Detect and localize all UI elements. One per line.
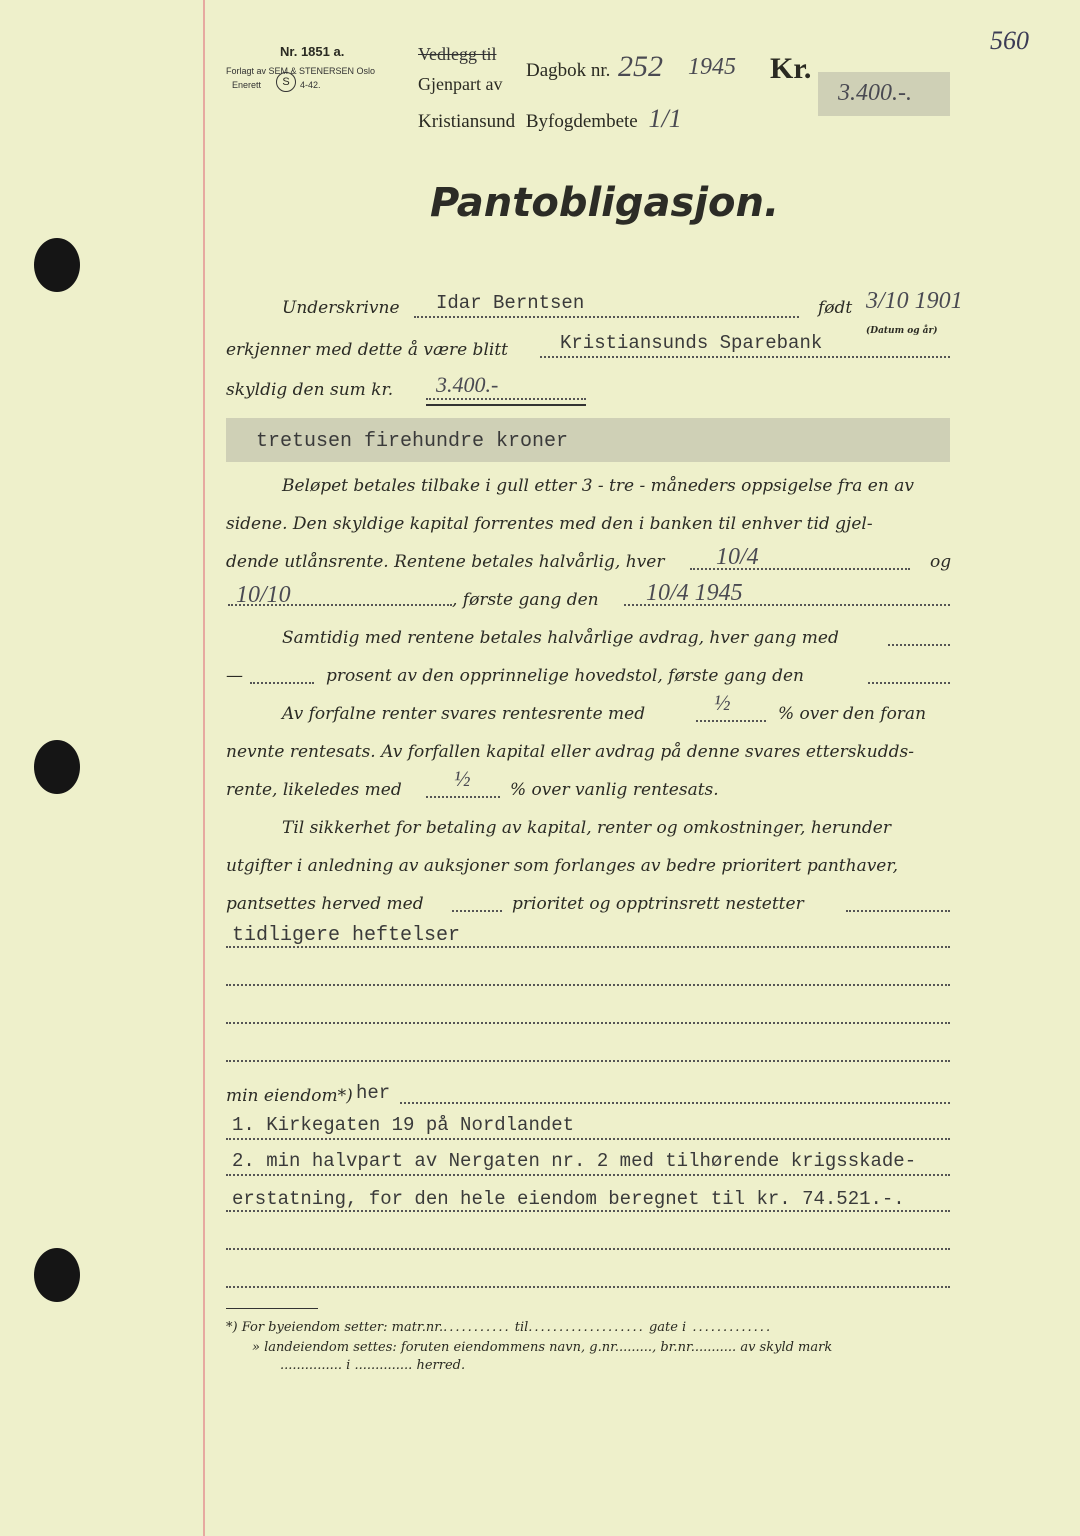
datum-note: (Datum og år) [866,326,938,336]
interest-date-2: 10/10 [236,582,291,608]
publisher-logo: S [276,72,296,92]
footnote-line-1: *) For byeiendom setter: matr.nr............ til................... gate i ............. [226,1320,773,1335]
forste-label: , første gang den [452,590,599,610]
fill-line [414,316,799,318]
footnote-line-2: » landeiendom settes: foruten eiendommens navn, g.nr........., br.nr........... av skyld mark [252,1340,833,1355]
sum-underline [426,404,586,406]
priority-text: tidligere heftelser [232,924,461,947]
fill-line [540,356,950,358]
penalty-rate: ½ [714,690,731,715]
eiendom-her: her [356,1082,391,1104]
p4-line1: Til sikkerhet for betaling av kapital, renter og omkostninger, herunder [282,818,891,838]
footnote-rule [226,1308,318,1309]
p4-line2: utgifter i anledning av auksjoner som forlanges av bedre prioritert panthaver, [226,856,899,876]
fill-line [888,644,950,646]
p4-line3b: prioritet og opptrinsrett nestetter [512,894,804,914]
interest-date-1: 10/4 [716,544,759,570]
p2-line1: Samtidig med rentene betales halvårlige avdrag, hver gang med [282,628,839,648]
dagbok-year: 1945 [688,54,736,80]
fill-line [868,682,950,684]
vedlegg-struck: Vedlegg til [418,44,497,64]
publisher-line-2: Enerett [232,80,262,90]
fill-line [226,1286,950,1288]
property-line-3: erstatning, for den hele eiendom beregnet til kr. 74.521.-. [232,1188,905,1210]
debtor-name: Idar Berntsen [436,292,585,314]
fill-line [226,1138,950,1140]
penalty-rate-2: ½ [454,766,471,791]
punch-hole [34,740,80,794]
p1-line3: dende utlånsrente. Rentene betales halvårlig, hver [226,552,665,572]
skyldig-label: skyldig den sum kr. [226,380,394,400]
p3-line1: Av forfalne renter svares rentesrente med [282,704,646,724]
property-line-1: 1. Kirkegaten 19 på Nordlandet [232,1114,575,1136]
kristiansund-label: Kristiansund Byfogdembete 1/1 [418,104,682,133]
fill-line [226,1174,950,1176]
p3-line3: rente, likeledes med [226,780,402,800]
page-title: Pantobligasjon. [430,180,780,226]
fill-line [226,1210,950,1212]
og-label: og [930,552,952,572]
sum-in-words: tretusen firehundre kroner [256,430,569,453]
dagbok-number: 252 [618,50,663,83]
erkjenner-label: erkjenner med dette å være blitt [226,340,508,360]
birth-date: 3/10 1901 [866,288,963,314]
sum-value: 3.400.- [436,372,499,397]
p3-line3b: % over vanlig rentesats. [510,780,719,800]
p4-line3: pantsettes herved med [226,894,424,914]
page-number: 560 [990,26,1029,55]
fill-line [226,984,950,986]
gjenpart-label: Gjenpart av [418,74,503,94]
publisher-date: 4-42. [300,80,321,90]
fill-line [226,1060,950,1062]
fill-line [696,720,766,722]
fill-line [250,682,314,684]
fill-line [226,1022,950,1024]
p1-line2: sidene. Den skyldige kapital forrentes med den i banken til enhver tid gjel- [226,514,873,534]
fill-line [226,1248,950,1250]
fill-line [426,398,586,400]
margin-line [203,0,205,1536]
property-line-2: 2. min halvpart av Nergaten nr. 2 med tilhørende krigsskade- [232,1150,917,1172]
form-number: Nr. 1851 a. [280,44,345,59]
creditor-name: Kristiansunds Sparebank [560,332,823,354]
footnote-line-3: ............... i .............. herred. [280,1358,466,1373]
fill-line [400,1102,950,1104]
fodt-label: født [818,298,853,318]
p2-line2: prosent av den opprinnelige hovedstol, første gang den [326,666,804,686]
punch-hole [34,238,80,292]
amount-value: 3.400.-. [838,80,912,106]
p3-line1b: % over den foran [778,704,927,724]
fill-line [452,910,502,912]
first-date: 10/4 1945 [646,580,743,606]
p2-dash: — [226,666,243,686]
kr-label: Kr. [770,52,812,85]
p3-line2: nevnte rentesats. Av forfallen kapital eller avdrag på denne svares etterskudds- [226,742,914,762]
dagbok-label: Dagbok nr. [526,60,611,81]
punch-hole [34,1248,80,1302]
fill-line [846,910,950,912]
eiendom-label: min eiendom*) [226,1086,353,1106]
p1-line1: Beløpet betales tilbake i gull etter 3 - tre - måneders oppsigelse fra en av [282,476,914,496]
publisher-line: Forlagt av SEM & STENERSEN Oslo [226,66,376,76]
underskrivne-label: Underskrivne [282,298,400,318]
fill-line [426,796,500,798]
